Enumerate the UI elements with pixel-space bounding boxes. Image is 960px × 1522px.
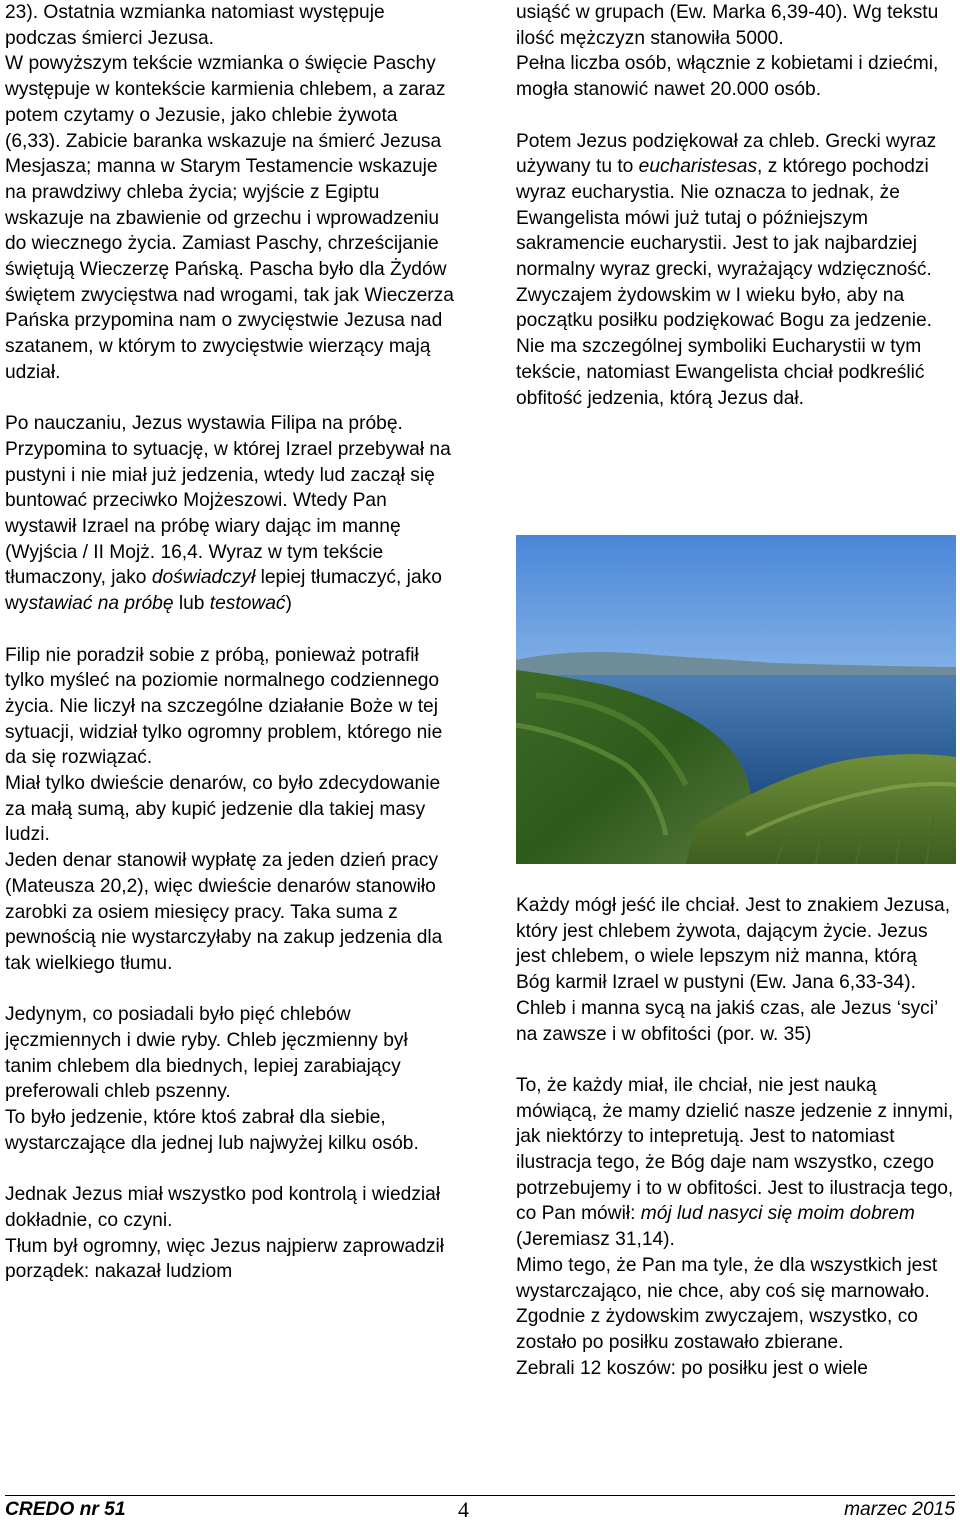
paragraph <box>5 848 455 977</box>
paragraph-text: To, że każdy miał, ile chciał, nie jest nauką mówiącą, że mamy dzielić nasze jedzenie z innymi, jak niektórzy to intepretują. Jest to natomiast ilustracja tego, że Bóg daje nam wszystko, czego potrzebujemy i to w obfitości. Jest to ilustracja tego, co Pan mówił: <box>516 1074 954 1225</box>
paragraph-text: Każdy mógł jeść ile chciał. Jest to znakiem Jezusa, który jest chlebem żywota, dającym życie. Jezus jest chlebem, o wiele lepszym niż manna, którą Bóg karmił Izrael w pustyni (Ew. Jana 6,33-34). Chleb i manna sycą na jakiś czas, ale Jezus ‘syci’ na zawsze i w obfitości (por. w. 35) <box>516 895 951 1045</box>
paragraph-text: Jednak Jezus miał wszystko pod kontrolą i wiedział dokładnie, co czyni. <box>5 1184 441 1231</box>
left-column <box>5 0 455 1285</box>
paragraph-text: (Jeremiasz 31,14). <box>516 1229 675 1251</box>
paragraph <box>516 51 956 102</box>
paragraph <box>5 771 455 848</box>
paragraph <box>5 643 455 772</box>
paragraph <box>516 893 956 1047</box>
paragraph-gap <box>516 1047 956 1073</box>
paragraph <box>5 1002 455 1105</box>
emphasis-text: testować <box>209 593 286 615</box>
paragraph-text: Mimo tego, że Pan ma tyle, że dla wszystkich jest wystarczająco, nie chce, aby coś się marnowało. Zgodnie z żydowskim zwyczajem, wszystko, co zostało po posiłku zostawało zbierane. <box>516 1254 938 1353</box>
paragraph-text: Zwyczajem żydowskim w I wieku było, aby na początku posiłku podziękować Bogu za jedzenie. <box>516 284 932 332</box>
paragraph-text: Jedynym, co posiadali było pięć chlebów jęczmiennych i dwie ryby. Chleb jęczmienny był tanim chlebem dla biednych, lepiej zarabiający preferowali chleb pszenny. <box>5 1004 408 1103</box>
footer-page-number: 4 <box>458 1497 469 1522</box>
paragraph-text: 23). Ostatnia wzmianka natomiast występuje podczas śmierci Jezusa. <box>5 2 385 49</box>
right-column-bottom <box>516 893 956 1381</box>
paragraph <box>5 1234 455 1285</box>
paragraph <box>5 51 455 385</box>
paragraph-text: Potem Jezus podziękował za chleb. Grecki wyraz używany tu to <box>516 130 937 178</box>
paragraph <box>516 1073 956 1253</box>
paragraph <box>516 129 956 283</box>
paragraph-text: W powyższym tekście wzmianka o święcie Paschy występuje w kontekście karmienia chlebem, a zaraz potem czytamy o Jezusie, jako chlebie żywota (6,33). Zabicie baranka wskazuje na śmierć Jezusa Mesjasza; manna w Starym Testamencie wskazuje na prawdziwy chleba życia; wyjście z Egiptu wskazuje na zbawienie od grzechu i wprowadzeniu do wiecznego życia. Zamiast Paschy, chrześcijanie świętują Wieczerzę Pańską. Pascha było dla Żydów świętem zwycięstwa nad wrogami, tak jak Wieczerza Pańska przypomina nam o zwycięstwie Jezusa nad szatanem, w którym to zwycięstwie wierzący mają udział. <box>5 53 454 383</box>
paragraph <box>5 1182 455 1233</box>
footer-date: marzec 2015 <box>844 1499 955 1520</box>
paragraph-gap <box>516 103 956 129</box>
paragraph-text: lub <box>173 593 210 615</box>
paragraph-text: Pełna liczba osób, włącznie z kobietami i dziećmi, mogła stanowić nawet 20.000 osób. <box>516 53 939 101</box>
paragraph-text: To było jedzenie, które ktoś zabrał dla siebie, wystarczające dla jednej lub najwyżej kilku osób. <box>5 1107 419 1154</box>
paragraph-gap <box>5 617 455 643</box>
paragraph <box>5 1105 455 1156</box>
paragraph-gap <box>5 1157 455 1183</box>
emphasis-text: doświadczył <box>151 567 256 589</box>
paragraph <box>516 283 956 334</box>
paragraph <box>516 1253 956 1356</box>
paragraph-text: Tłum był ogromny, więc Jezus najpierw zaprowadził porządek: nakazał ludziom <box>5 1235 444 1283</box>
paragraph-text: Miał tylko dwieście denarów, co było zdecydowanie za małą sumą, aby kupić jedzenie dla takiej masy ludzi. <box>5 773 441 846</box>
paragraph-text: , z którego pochodzi wyraz eucharystia. Nie oznacza to jednak, że Ewangelista mówi już tutaj o późniejszym sakramencie eucharystii. Jest to jak najbardziej normalny wyraz grecki, wyrażający wdzięczność. <box>516 156 932 281</box>
paragraph <box>516 0 956 51</box>
paragraph-text: ) <box>285 593 292 615</box>
paragraph-text: Zebrali 12 koszów: po posiłku jest o wiele <box>516 1357 868 1379</box>
landscape-photo <box>516 535 956 864</box>
paragraph-gap <box>5 386 455 412</box>
paragraph-text: Filip nie poradził sobie z próbą, ponieważ potrafił tylko myśleć na poziomie normalnego codziennego życia. Nie liczył na szczególne działanie Boże w tej sytuacji, widział tylko ogromny problem, którego nie da się rozwiązać. <box>5 644 443 769</box>
paragraph-text: Po nauczaniu, Jezus wystawia Filipa na próbę. Przypomina to sytuację, w której Izrael przebywał na pustyni i nie miał już jedzenia, wtedy lud zaczął się buntować przeciwko Mojżeszowi. Wtedy Pan wystawił Izrael na próbę wiary dając im mannę (Wyjścia / II Mojż. 16,4. Wyraz w tym tekście tłumaczony, jako <box>5 413 451 589</box>
footer-magazine: CREDO nr 51 <box>5 1499 126 1520</box>
paragraph <box>5 0 455 51</box>
footer-divider <box>5 1495 955 1496</box>
paragraph <box>5 411 455 617</box>
paragraph <box>516 1356 956 1382</box>
emphasis-text: mój lud nasyci się moim dobrem <box>640 1203 915 1225</box>
paragraph-text: Jeden denar stanowił wypłatę za jeden dzień pracy (Mateusza 20,2), więc dwieście denarów stanowiło zarobki za osiem miesięcy pracy. Taka suma z pewnością nie wystarczyłaby na zakup jedzenia dla tak wielkiego tłumu. <box>5 850 443 974</box>
paragraph <box>516 334 956 411</box>
paragraph-text: lepiej tłumaczyć, jako wy <box>5 567 442 615</box>
paragraph-text: usiąść w grupach (Ew. Marka 6,39-40). Wg tekstu ilość mężczyzn stanowiła 5000. <box>516 2 939 49</box>
emphasis-text: eucharistesas <box>638 156 758 178</box>
right-column-top <box>516 0 956 411</box>
paragraph-text: Nie ma szczególnej symboliki Eucharystii w tym tekście, natomiast Ewangelista chciał podkreślić obfitość jedzenia, którą Jezus dał. <box>516 336 925 409</box>
paragraph-gap <box>5 977 455 1003</box>
emphasis-text: stawiać na próbę <box>28 593 174 615</box>
